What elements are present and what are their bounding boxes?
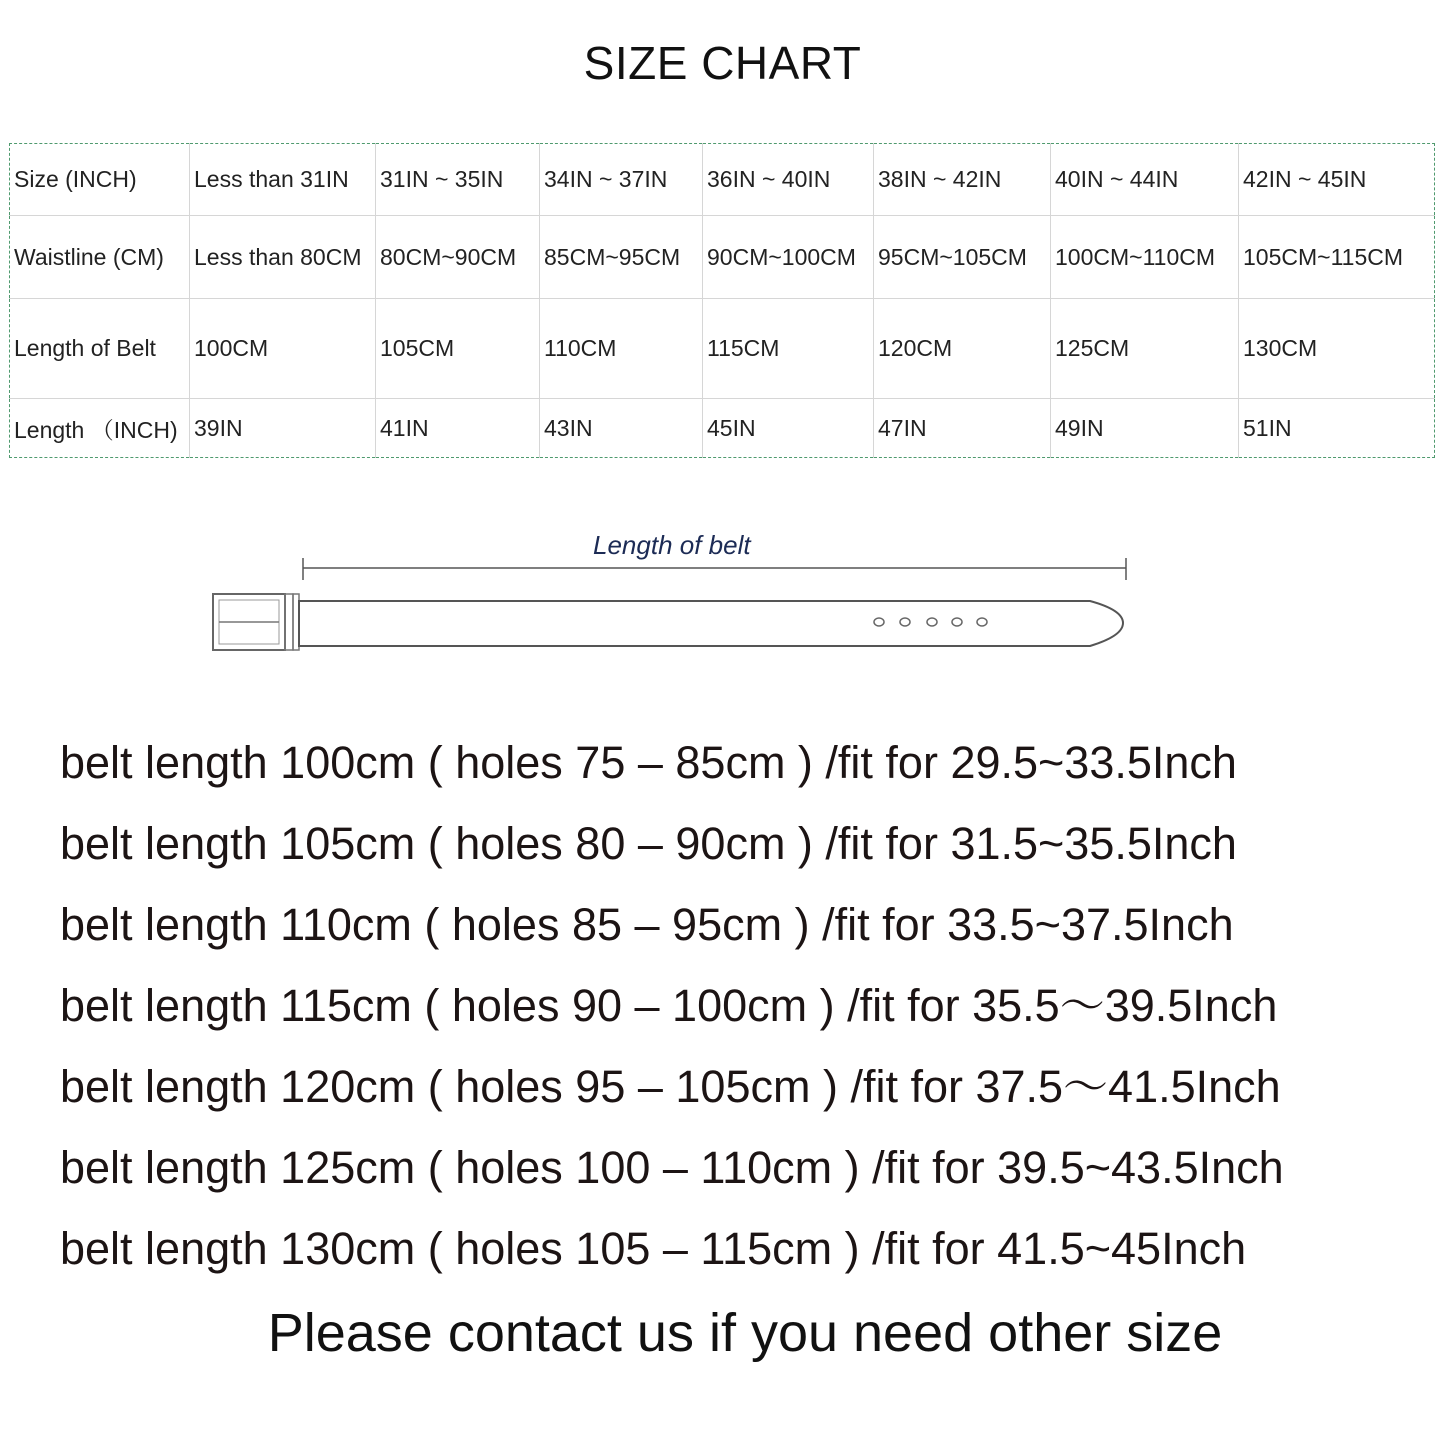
- row-label: Length of Belt: [10, 299, 190, 399]
- fit-line: belt length 110cm ( holes 85 – 95cm ) /fit for 33.5~37.5Inch: [60, 899, 1234, 950]
- fit-lines: [60, 732, 1420, 1299]
- size-table: [9, 143, 1435, 458]
- table-cell: 51IN: [1239, 399, 1435, 458]
- table-cell: 80CM~90CM: [376, 216, 540, 299]
- table-cell: Less than 80CM: [190, 216, 376, 299]
- table-row-length-cm: [10, 299, 1435, 399]
- table-cell: 47IN: [874, 399, 1051, 458]
- belt-diagram: [205, 520, 1145, 660]
- table-row-size-inch: [10, 144, 1435, 216]
- row-label: Waistline (CM): [10, 216, 190, 299]
- fit-line: belt length 115cm ( holes 90 – 100cm ) /fit for 35.5～39.5Inch: [60, 980, 1278, 1031]
- table-cell: 45IN: [703, 399, 874, 458]
- table-cell: 43IN: [540, 399, 703, 458]
- table-cell: 39IN: [190, 399, 376, 458]
- table-cell: 110CM: [540, 299, 703, 399]
- belt-strap: [299, 601, 1123, 646]
- table-cell: 115CM: [703, 299, 874, 399]
- table-cell: 130CM: [1239, 299, 1435, 399]
- table-cell: 36IN ~ 40IN: [703, 144, 874, 216]
- table-row-length-inch: [10, 399, 1435, 458]
- contact-note: Please contact us if you need other size: [267, 1303, 1223, 1363]
- table-cell: 90CM~100CM: [703, 216, 874, 299]
- table-cell: 95CM~105CM: [874, 216, 1051, 299]
- table-cell: 100CM: [190, 299, 376, 399]
- table-cell: 105CM: [376, 299, 540, 399]
- table-cell: 34IN ~ 37IN: [540, 144, 703, 216]
- page-title: SIZE CHART: [583, 37, 862, 89]
- table-cell: 120CM: [874, 299, 1051, 399]
- fit-line: belt length 105cm ( holes 80 – 90cm ) /fit for 31.5~35.5Inch: [60, 818, 1237, 869]
- row-label: Length （INCH): [10, 399, 190, 458]
- table-cell: 49IN: [1051, 399, 1239, 458]
- fit-line: belt length 120cm ( holes 95 – 105cm ) /fit for 37.5～41.5Inch: [60, 1061, 1281, 1112]
- table-row-waistline: [10, 216, 1435, 299]
- buckle-icon: [213, 594, 299, 650]
- table-cell: 41IN: [376, 399, 540, 458]
- fit-line: belt length 130cm ( holes 105 – 115cm ) /fit for 41.5~45Inch: [60, 1223, 1247, 1274]
- row-label: Size (INCH): [10, 144, 190, 216]
- table-cell: 38IN ~ 42IN: [874, 144, 1051, 216]
- table-cell: 125CM: [1051, 299, 1239, 399]
- belt-length-label: Length of belt: [593, 530, 751, 560]
- table-cell: 40IN ~ 44IN: [1051, 144, 1239, 216]
- fit-line: belt length 125cm ( holes 100 – 110cm ) /fit for 39.5~43.5Inch: [60, 1142, 1284, 1193]
- table-cell: 42IN ~ 45IN: [1239, 144, 1435, 216]
- table-cell: 31IN ~ 35IN: [376, 144, 540, 216]
- table-cell: 105CM~115CM: [1239, 216, 1435, 299]
- table-cell: Less than 31IN: [190, 144, 376, 216]
- table-cell: 100CM~110CM: [1051, 216, 1239, 299]
- table-cell: 85CM~95CM: [540, 216, 703, 299]
- fit-line: belt length 100cm ( holes 75 – 85cm ) /fit for 29.5~33.5Inch: [60, 737, 1237, 788]
